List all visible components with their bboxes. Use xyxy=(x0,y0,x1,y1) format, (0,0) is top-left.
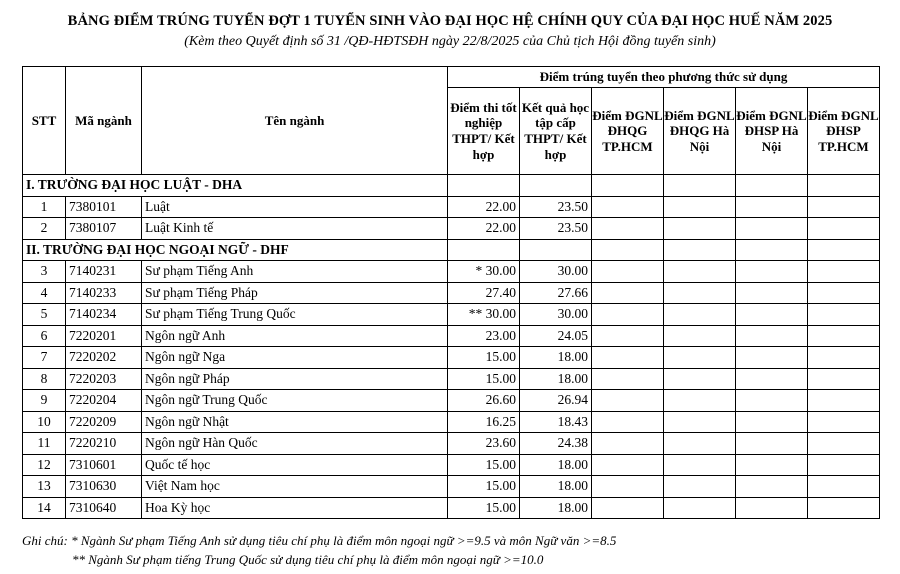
row-thpt-score xyxy=(448,218,520,240)
empty-score-cell xyxy=(808,239,880,261)
thpt-score-value: 16.25 xyxy=(485,413,516,429)
thpt-score-value: 23.00 xyxy=(485,327,516,343)
empty-score-cell xyxy=(808,282,880,304)
empty-score-cell xyxy=(592,218,664,240)
header-thpt-score: Điểm thi tốt nghiệp THPT/ Kết hợp xyxy=(448,88,520,175)
empty-score-cell xyxy=(808,368,880,390)
footnote-2: ** Ngành Sư phạm tiếng Trung Quốc sử dụng tiêu chí phụ là điểm môn ngoại ngữ >=10.0 xyxy=(72,552,544,567)
empty-score-cell xyxy=(592,476,664,498)
empty-score-cell xyxy=(592,175,664,197)
row-thpt-score xyxy=(448,390,520,412)
empty-score-cell xyxy=(736,261,808,283)
row-code: 7310630 xyxy=(66,476,142,498)
empty-score-cell xyxy=(664,218,736,240)
row-major-name: Ngôn ngữ Pháp xyxy=(142,368,448,390)
row-major-name: Quốc tế học xyxy=(142,454,448,476)
row-hoc-ba-score: 26.94 xyxy=(520,390,592,412)
empty-score-cell xyxy=(808,261,880,283)
empty-score-cell xyxy=(736,239,808,261)
row-thpt-score xyxy=(448,304,520,326)
header-dgnl-dhqg-hcm: Điểm ĐGNL ĐHQG TP.HCM xyxy=(592,88,664,175)
row-hoc-ba-score: 24.05 xyxy=(520,325,592,347)
empty-score-cell xyxy=(664,175,736,197)
row-stt: 9 xyxy=(23,390,66,412)
thpt-score-value: 30.00 xyxy=(485,263,516,279)
thpt-score-value: 15.00 xyxy=(485,499,516,515)
section-label: I. TRƯỜNG ĐẠI HỌC LUẬT - DHA xyxy=(23,175,448,197)
empty-score-cell xyxy=(592,347,664,369)
empty-score-cell xyxy=(664,196,736,218)
empty-score-cell xyxy=(736,433,808,455)
row-hoc-ba-score: 18.43 xyxy=(520,411,592,433)
row-code: 7220202 xyxy=(66,347,142,369)
row-code: 7220203 xyxy=(66,368,142,390)
row-thpt-score xyxy=(448,325,520,347)
empty-score-cell xyxy=(736,175,808,197)
row-thpt-score xyxy=(448,196,520,218)
empty-score-cell xyxy=(736,390,808,412)
row-major-name: Sư phạm Tiếng Trung Quốc xyxy=(142,304,448,326)
empty-score-cell xyxy=(808,454,880,476)
empty-score-cell xyxy=(592,390,664,412)
table-row xyxy=(23,218,880,240)
header-dgnl-dhsp-hcm: Điểm ĐGNL ĐHSP TP.HCM xyxy=(808,88,880,175)
row-major-name: Luật Kinh tế xyxy=(142,218,448,240)
footnotes xyxy=(22,531,616,569)
footnote-marker: * xyxy=(475,263,483,279)
empty-score-cell xyxy=(664,454,736,476)
row-code: 7310601 xyxy=(66,454,142,476)
row-stt: 2 xyxy=(23,218,66,240)
row-thpt-score xyxy=(448,411,520,433)
table-row xyxy=(23,454,880,476)
table-row xyxy=(23,304,880,326)
empty-score-cell xyxy=(736,282,808,304)
empty-score-cell xyxy=(592,282,664,304)
thpt-score-value: 27.40 xyxy=(485,284,516,300)
row-code: 7220204 xyxy=(66,390,142,412)
row-stt: 14 xyxy=(23,497,66,519)
empty-score-cell xyxy=(664,368,736,390)
empty-score-cell xyxy=(664,347,736,369)
section-label: II. TRƯỜNG ĐẠI HỌC NGOẠI NGỮ - DHF xyxy=(23,239,448,261)
empty-score-cell xyxy=(592,497,664,519)
empty-score-cell xyxy=(736,347,808,369)
thpt-score-value: 22.00 xyxy=(485,198,516,214)
row-major-name: Sư phạm Tiếng Anh xyxy=(142,261,448,283)
empty-score-cell xyxy=(808,390,880,412)
empty-score-cell xyxy=(592,433,664,455)
row-hoc-ba-score: 23.50 xyxy=(520,218,592,240)
empty-score-cell xyxy=(448,239,520,261)
header-method-group: Điểm trúng tuyển theo phương thức sử dụng xyxy=(448,67,880,88)
table-row xyxy=(23,347,880,369)
header-dgnl-dhqg-hn: Điểm ĐGNL ĐHQG Hà Nội xyxy=(664,88,736,175)
empty-score-cell xyxy=(592,411,664,433)
row-thpt-score xyxy=(448,476,520,498)
row-code: 7380107 xyxy=(66,218,142,240)
thpt-score-value: 15.00 xyxy=(485,370,516,386)
header-stt: STT xyxy=(23,67,66,175)
table-row xyxy=(23,282,880,304)
empty-score-cell xyxy=(808,325,880,347)
empty-score-cell xyxy=(592,304,664,326)
empty-score-cell xyxy=(808,304,880,326)
table-row xyxy=(23,390,880,412)
row-major-name: Ngôn ngữ Nhật xyxy=(142,411,448,433)
empty-score-cell xyxy=(592,368,664,390)
row-thpt-score xyxy=(448,454,520,476)
row-code: 7140234 xyxy=(66,304,142,326)
thpt-score-value: 15.00 xyxy=(485,456,516,472)
empty-score-cell xyxy=(664,390,736,412)
row-code: 7380101 xyxy=(66,196,142,218)
empty-score-cell xyxy=(808,497,880,519)
table-row xyxy=(23,497,880,519)
empty-score-cell xyxy=(664,325,736,347)
row-major-name: Ngôn ngữ Nga xyxy=(142,347,448,369)
header-dgnl-dhsp-hn: Điểm ĐGNL ĐHSP Hà Nội xyxy=(736,88,808,175)
row-thpt-score xyxy=(448,368,520,390)
row-stt: 1 xyxy=(23,196,66,218)
empty-score-cell xyxy=(664,411,736,433)
row-stt: 12 xyxy=(23,454,66,476)
row-major-name: Ngôn ngữ Trung Quốc xyxy=(142,390,448,412)
empty-score-cell xyxy=(664,476,736,498)
empty-score-cell xyxy=(736,218,808,240)
empty-score-cell xyxy=(664,282,736,304)
row-stt: 7 xyxy=(23,347,66,369)
row-thpt-score xyxy=(448,282,520,304)
row-hoc-ba-score: 27.66 xyxy=(520,282,592,304)
empty-score-cell xyxy=(808,411,880,433)
thpt-score-value: 23.60 xyxy=(485,435,516,451)
admission-score-table xyxy=(22,66,880,519)
section-row xyxy=(23,239,880,261)
empty-score-cell xyxy=(592,454,664,476)
row-thpt-score xyxy=(448,433,520,455)
row-stt: 8 xyxy=(23,368,66,390)
empty-score-cell xyxy=(736,411,808,433)
row-major-name: Ngôn ngữ Hàn Quốc xyxy=(142,433,448,455)
empty-score-cell xyxy=(808,196,880,218)
row-code: 7220209 xyxy=(66,411,142,433)
row-hoc-ba-score: 18.00 xyxy=(520,497,592,519)
empty-score-cell xyxy=(664,497,736,519)
row-thpt-score xyxy=(448,347,520,369)
empty-score-cell xyxy=(736,196,808,218)
row-hoc-ba-score: 23.50 xyxy=(520,196,592,218)
row-code: 7220201 xyxy=(66,325,142,347)
empty-score-cell xyxy=(592,325,664,347)
footnote-marker: ** xyxy=(468,306,483,322)
row-major-name: Sư phạm Tiếng Pháp xyxy=(142,282,448,304)
empty-score-cell xyxy=(808,347,880,369)
row-code: 7310640 xyxy=(66,497,142,519)
row-stt: 11 xyxy=(23,433,66,455)
row-stt: 10 xyxy=(23,411,66,433)
table-row xyxy=(23,325,880,347)
thpt-score-value: 22.00 xyxy=(485,220,516,236)
empty-score-cell xyxy=(808,175,880,197)
row-hoc-ba-score: 30.00 xyxy=(520,304,592,326)
row-major-name: Việt Nam học xyxy=(142,476,448,498)
thpt-score-value: 15.00 xyxy=(485,349,516,365)
empty-score-cell xyxy=(664,433,736,455)
row-hoc-ba-score: 18.00 xyxy=(520,454,592,476)
header-hoc-ba-score: Kết quả học tập cấp THPT/ Kết hợp xyxy=(520,88,592,175)
row-major-name: Hoa Kỳ học xyxy=(142,497,448,519)
empty-score-cell xyxy=(736,325,808,347)
table-row xyxy=(23,196,880,218)
row-stt: 3 xyxy=(23,261,66,283)
row-hoc-ba-score: 24.38 xyxy=(520,433,592,455)
footnote-1: Ghi chú: * Ngành Sư phạm Tiếng Anh sử dụng tiêu chí phụ là điểm môn ngoại ngữ >=9.5 và môn Ngữ văn >=8.5 xyxy=(22,533,617,548)
document-title: BẢNG ĐIỂM TRÚNG TUYỂN ĐỢT 1 TUYỂN SINH VÀO ĐẠI HỌC HỆ CHÍNH QUY CỦA ĐẠI HỌC HUẾ NĂM 2025 xyxy=(67,13,833,29)
empty-score-cell xyxy=(808,476,880,498)
empty-score-cell xyxy=(664,261,736,283)
row-code: 7140231 xyxy=(66,261,142,283)
thpt-score-value: 30.00 xyxy=(485,306,516,322)
empty-score-cell xyxy=(736,497,808,519)
document-subtitle: (Kèm theo Quyết định số 31 /QĐ-HĐTSĐH ngày 22/8/2025 của Chủ tịch Hội đồng tuyển sinh) xyxy=(184,34,716,49)
empty-score-cell xyxy=(664,304,736,326)
row-stt: 4 xyxy=(23,282,66,304)
row-major-name: Luật xyxy=(142,196,448,218)
thpt-score-value: 26.60 xyxy=(485,392,516,408)
row-stt: 5 xyxy=(23,304,66,326)
table-body xyxy=(23,175,880,519)
empty-score-cell xyxy=(736,368,808,390)
empty-score-cell xyxy=(736,454,808,476)
row-thpt-score xyxy=(448,497,520,519)
row-code: 7140233 xyxy=(66,282,142,304)
table-row xyxy=(23,261,880,283)
section-row xyxy=(23,175,880,197)
empty-score-cell xyxy=(808,218,880,240)
empty-score-cell xyxy=(808,433,880,455)
thpt-score-value: 15.00 xyxy=(485,478,516,494)
table-row xyxy=(23,476,880,498)
table-row xyxy=(23,411,880,433)
empty-score-cell xyxy=(736,476,808,498)
row-hoc-ba-score: 30.00 xyxy=(520,261,592,283)
empty-score-cell xyxy=(664,239,736,261)
table-row xyxy=(23,433,880,455)
header-ma-nganh: Mã ngành xyxy=(66,67,142,175)
empty-score-cell xyxy=(520,175,592,197)
row-code: 7220210 xyxy=(66,433,142,455)
empty-score-cell xyxy=(520,239,592,261)
row-stt: 13 xyxy=(23,476,66,498)
row-hoc-ba-score: 18.00 xyxy=(520,347,592,369)
row-stt: 6 xyxy=(23,325,66,347)
empty-score-cell xyxy=(592,261,664,283)
row-thpt-score xyxy=(448,261,520,283)
row-hoc-ba-score: 18.00 xyxy=(520,476,592,498)
empty-score-cell xyxy=(592,239,664,261)
table-row xyxy=(23,368,880,390)
empty-score-cell xyxy=(736,304,808,326)
header-ten-nganh: Tên ngành xyxy=(142,67,448,175)
empty-score-cell xyxy=(448,175,520,197)
row-hoc-ba-score: 18.00 xyxy=(520,368,592,390)
empty-score-cell xyxy=(592,196,664,218)
row-major-name: Ngôn ngữ Anh xyxy=(142,325,448,347)
